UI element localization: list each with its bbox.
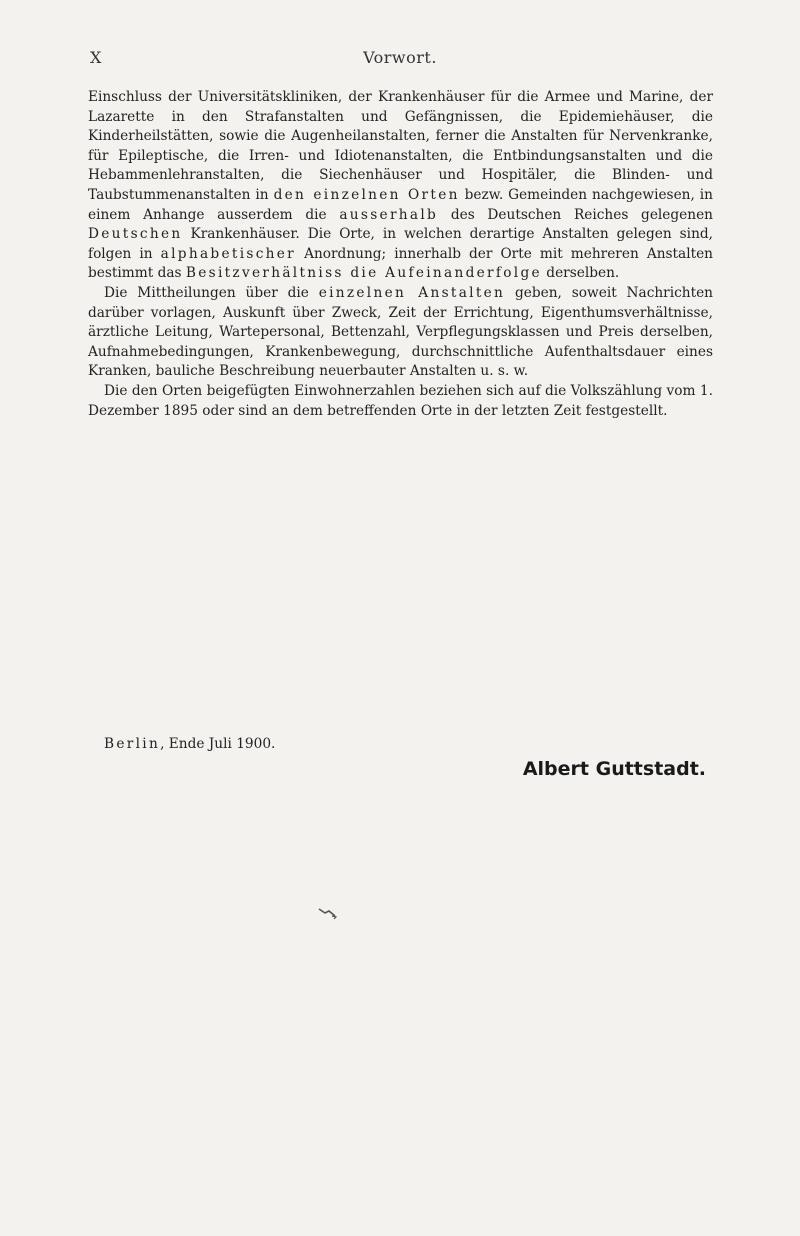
paragraph-1-text-6: derselben. <box>541 265 620 282</box>
paragraph-1-spaced-4: alphabetischer <box>160 245 297 262</box>
paragraph-1-spaced-2: ausserhalb <box>339 206 439 223</box>
paragraph-2 <box>88 284 713 382</box>
paragraph-1-spaced-5: Besitzverhältniss die Aufeinanderfolge <box>185 265 542 282</box>
place-date-line <box>104 736 275 752</box>
place-name: Berlin <box>104 736 161 752</box>
paragraph-1-text-3: des Deutschen Reiches gelegenen <box>438 206 713 223</box>
paragraph-2-text-2: geben, soweit Nachrichten darüber vorlagen, Auskunft über Zweck, Zeit der Errichtung, Eigenthumsverhältnisse, ärztliche Leitung, Wartepersonal, Bettenzahl, Verpflegungsklassen und Preis derselben, Aufnahmebedingungen, Krankenbewegung, durchschnittliche Aufenthaltsdauer eines Kranken, bauliche Beschreibung neuerbauter Anstalten u. s. w. <box>88 284 713 380</box>
paragraph-1-text-5: Anordnung; innerhalb der Orte mit mehreren Anstalten bestimmt das <box>88 245 713 282</box>
paragraph-1-text-4: Krankenhäuser. Die Orte, in welchen derartige Anstalten gelegen sind, folgen in <box>88 226 713 262</box>
paragraph-1-text-2: bezw. Gemeinden nachgewiesen, in einem Anhange ausserdem die <box>88 186 713 223</box>
paragraph-2-spaced-1: einzelnen Anstalten <box>318 284 506 301</box>
page-header <box>90 48 710 72</box>
paragraph-2-text-1: Die Mittheilungen über die <box>104 284 319 301</box>
printer-mark-icon <box>318 906 338 920</box>
running-title: Vorwort. <box>363 48 437 67</box>
paragraph-1-spaced-1: den einzelnen Orten <box>273 186 460 203</box>
preface-body <box>88 88 713 421</box>
paragraph-1-spaced-3: Deutschen <box>88 226 183 243</box>
date-text: , Ende Juli 1900. <box>160 736 276 752</box>
page-number: X <box>90 48 102 67</box>
paragraph-1-text-1: Einschluss der Universitätskliniken, der Krankenhäuser für die Armee und Marine, der Lazarette in den Strafanstalten und Gefängnissen, die Epidemiehäuser, die Kinderheilstätten, sowie die Augenheilanstalten, ferner die Anstalten für Nervenkranke, für Epileptische, die Irren- und Idiotenanstalten, die Entbindungsanstalten und die Hebammenlehranstalten, die Siechenhäuser und Hospitäler, die Blinden- und Taubstummenanstalten in <box>88 89 713 203</box>
paragraph-1 <box>88 88 713 284</box>
paragraph-3: Die den Orten beigefügten Einwohnerzahlen beziehen sich auf die Volkszählung vom 1. Dezember 1895 oder sind an dem betreffenden Orte in der letzten Zeit festgestellt. <box>88 382 713 419</box>
author-signature: Albert Guttstadt. <box>522 758 706 780</box>
